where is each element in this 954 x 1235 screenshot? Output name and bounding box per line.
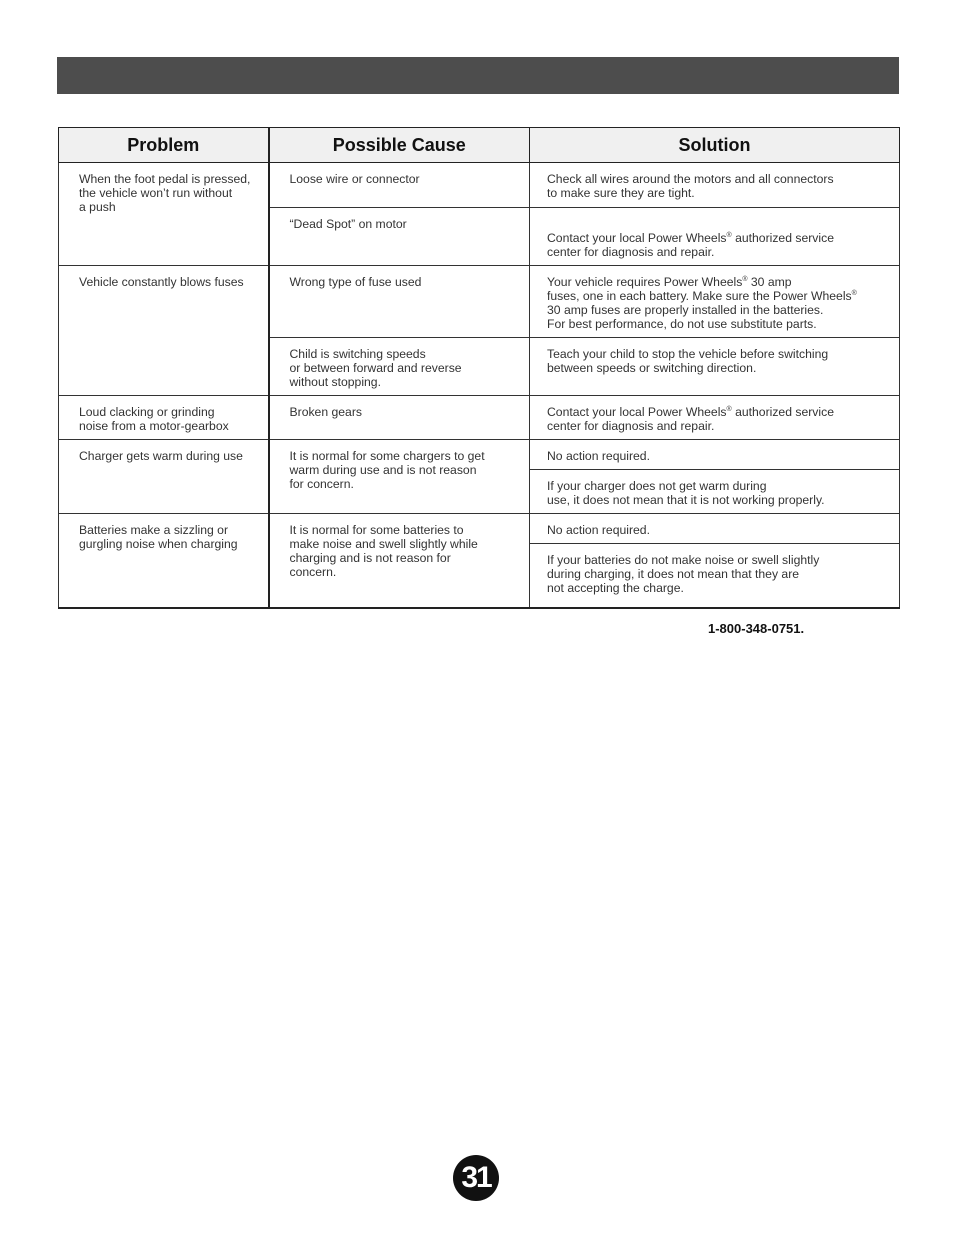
problem-cell: Vehicle constantly blows fuses (59, 266, 269, 396)
cause-cell: Broken gears (269, 396, 530, 440)
cause-cell: It is normal for some chargers to get warm during use and is not reason for concern. (269, 440, 530, 514)
cause-cell: Loose wire or connector (269, 163, 530, 208)
solution-cell: Contact your local Power Wheels® authorized service center for diagnosis and repair. (530, 396, 900, 440)
header-problem: Problem (59, 128, 269, 163)
solution-cell: Your vehicle requires Power Wheels® 30 amp fuses, one in each battery. Make sure the Power Wheels® 30 amp fuses are properly installed in the batteries. For best performance, do not use substitute parts. (530, 266, 900, 338)
table-row (59, 514, 900, 544)
solution-cell: If your batteries do not make noise or swell slightly during charging, it does not mean that they are not accepting the charge. (530, 544, 900, 608)
cause-cell: It is normal for some batteries to make noise and swell slightly while charging and is not reason for concern. (269, 514, 530, 608)
support-phone-number: 1-800-348-0751. (708, 621, 805, 636)
table-row (59, 396, 900, 440)
header-bar (57, 57, 899, 94)
header-solution: Solution (530, 128, 900, 163)
solution-cell: Check all wires around the motors and all connectors to make sure they are tight. (530, 163, 900, 208)
solution-text: Contact your local Power Wheels® authorized service center for diagnosis and repair. (547, 231, 834, 259)
table-row (59, 163, 900, 208)
solution-cell (530, 208, 900, 266)
problem-cell: Batteries make a sizzling or gurgling noise when charging (59, 514, 269, 608)
problem-cell: Charger gets warm during use (59, 440, 269, 514)
cause-cell: Child is switching speeds or between forward and reverse without stopping. (269, 338, 530, 396)
problem-cell: When the foot pedal is pressed, the vehicle won’t run without a push (59, 163, 269, 266)
solution-cell: No action required. (530, 440, 900, 470)
troubleshooting-table (58, 127, 900, 609)
solution-cell: No action required. (530, 514, 900, 544)
table-row (59, 266, 900, 338)
table-header-row (59, 128, 900, 163)
cause-cell: Wrong type of fuse used (269, 266, 530, 338)
page-number-badge: 31 (453, 1155, 499, 1201)
header-possible-cause: Possible Cause (269, 128, 530, 163)
table-row (59, 440, 900, 470)
solution-cell: Teach your child to stop the vehicle before switching between speeds or switching direction. (530, 338, 900, 396)
problem-cell: Loud clacking or grinding noise from a motor-gearbox (59, 396, 269, 440)
solution-cell: If your charger does not get warm during use, it does not mean that it is not working properly. (530, 470, 900, 514)
cause-cell: “Dead Spot” on motor (269, 208, 530, 266)
